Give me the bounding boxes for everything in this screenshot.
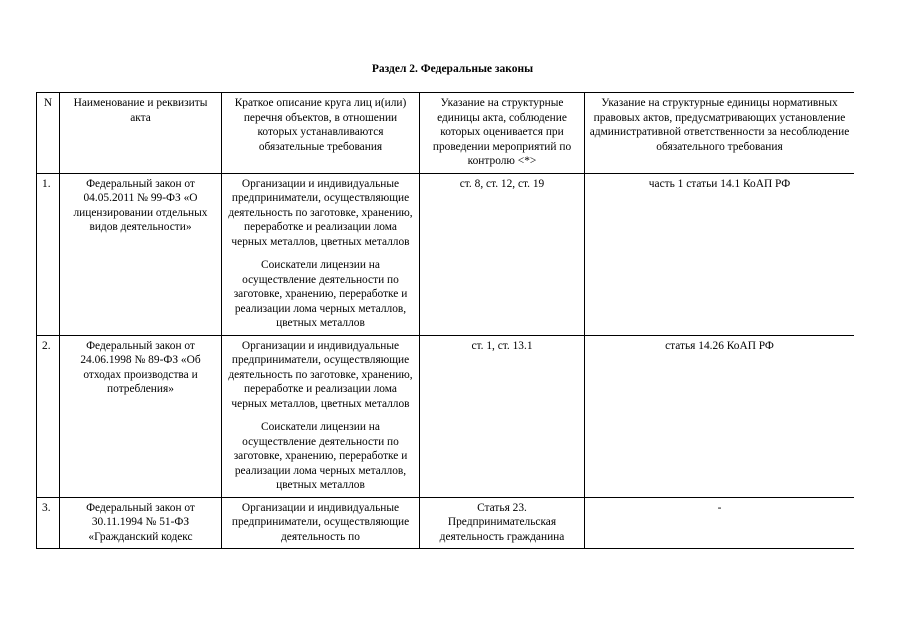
row-number: 2. [37, 335, 60, 497]
persons-category: Организации и индивидуальные предприниматели, осуществляющие деятельность по заготовке, хранению, переработке и реализации лома черных металлов, цветных металлов [228, 177, 413, 248]
header-liability-units: Указание на структурные единицы нормативных правовых актов, предусматривающих установление административной ответственности за несоблюдение обязательного требования [585, 93, 855, 174]
act-units-cell: ст. 8, ст. 12, ст. 19 [420, 173, 585, 335]
liability-cell: статья 14.26 КоАП РФ [585, 335, 855, 497]
requirements-table-wrapper [36, 92, 854, 602]
table-header-row [37, 93, 855, 174]
act-name-cell: Федеральный закон от 30.11.1994 № 51-ФЗ «Гражданский кодекс [60, 497, 222, 549]
persons-category: Организации и индивидуальные предприниматели, осуществляющие деятельность по заготовке, хранению, переработке и реализации лома черных металлов, цветных металлов [228, 339, 413, 410]
persons-category: Соискатели лицензии на осуществление деятельности по заготовке, хранению, переработке и реализации лома черных металлов, цветных металлов [233, 421, 408, 491]
liability-cell: - [585, 497, 855, 549]
header-act-units: Указание на структурные единицы акта, соблюдение которых оценивается при проведении мероприятий по контролю <*> [420, 93, 585, 174]
persons-category: Соискатели лицензии на осуществление деятельности по заготовке, хранению, переработке и реализации лома черных металлов, цветных металлов [233, 259, 408, 329]
table-row [37, 335, 855, 497]
header-number: N [37, 93, 60, 174]
persons-cell [222, 173, 420, 335]
section-title: Раздел 2. Федеральные законы [371, 63, 534, 75]
table-row [37, 173, 855, 335]
act-units-cell: Статья 23. Предпринимательская деятельность гражданина [420, 497, 585, 549]
requirements-table [36, 92, 854, 549]
persons-category: Организации и индивидуальные предприниматели, осуществляющие деятельность по [231, 501, 410, 543]
act-name-cell: Федеральный закон от 24.06.1998 № 89-ФЗ «Об отходах производства и потребления» [60, 335, 222, 497]
header-persons-description: Краткое описание круга лиц и(или) перечня объектов, в отношении которых устанавливаются обязательные требования [222, 93, 420, 174]
act-name-cell: Федеральный закон от 04.05.2011 № 99-ФЗ «О лицензировании отдельных видов деятельности» [60, 173, 222, 335]
persons-cell [222, 335, 420, 497]
liability-cell: часть 1 статьи 14.1 КоАП РФ [585, 173, 855, 335]
act-units-cell: ст. 1, ст. 13.1 [420, 335, 585, 497]
persons-cell [222, 497, 420, 549]
row-number: 3. [37, 497, 60, 549]
header-act-name: Наименование и реквизиты акта [60, 93, 222, 174]
table-row [37, 497, 855, 549]
row-number: 1. [37, 173, 60, 335]
